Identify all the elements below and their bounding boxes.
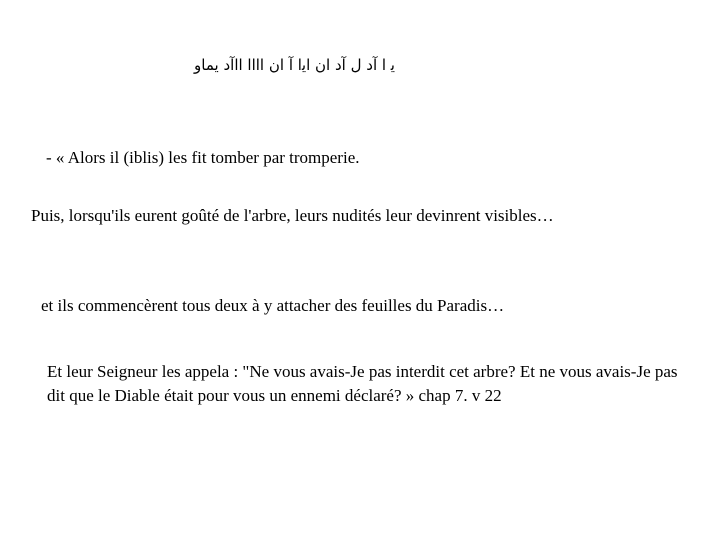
verse-paragraph-4: Et leur Seigneur les appela : "Ne vous avais-Je pas interdit cet arbre? Et ne vous avais-Je pas dit que le Diable était pour vous un ennemi déclaré? » chap 7. v 22 [47, 362, 678, 405]
arabic-verse-line: ﻳ ﺍ ﺁﺩ ﻝ ﺁﺩ ﺍﻥ ﺍﻳﺍ ﺁ ﺍﻥ ﺍﺍﺍﺍ ﺍﺍﺁﺩ ﻳﻤﺎﻭ [194, 56, 395, 74]
verse-paragraph-3: et ils commencèrent tous deux à y attacher des feuilles du Paradis… [41, 296, 505, 315]
verse-paragraph-2: Puis, lorsqu'ils eurent goûté de l'arbre, leurs nudités leur devinrent visibles… [31, 206, 554, 225]
verse-paragraph-1: - « Alors il (iblis) les fit tomber par tromperie. [46, 148, 360, 167]
